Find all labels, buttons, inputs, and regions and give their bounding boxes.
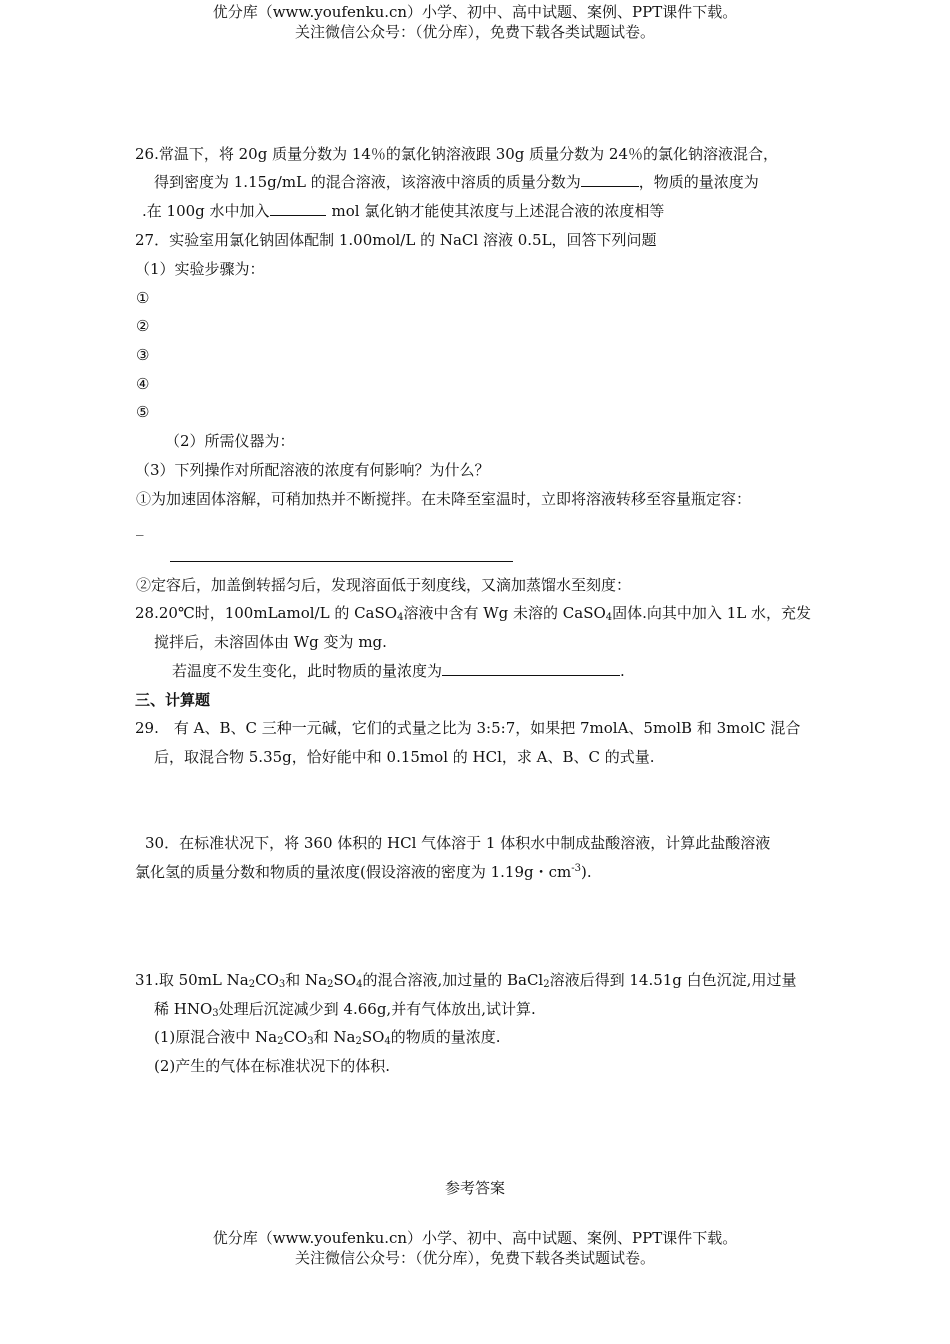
q30-line2-b: ). xyxy=(581,863,592,881)
q31-l1b: CO xyxy=(255,971,279,989)
q26-line3-text-b: mol 氯化钠才能使其浓度与上述混合液的浓度相等 xyxy=(331,202,665,220)
q27-operation-2: ②定容后，加盖倒转摇匀后，发现溶面低于刻度线，又滴加蒸馏水至刻度： xyxy=(136,576,632,594)
page-header-line1: 优分库（www.youfenku.cn）小学、初中、高中试题、案例、PPT课件下载。 xyxy=(212,3,738,21)
q31-s4: 4 xyxy=(356,979,363,990)
q27-step-5: ⑤ xyxy=(136,403,150,421)
q26-line2-text-b: ，物质的量浓度为 xyxy=(638,173,759,191)
q26-line3 xyxy=(142,201,664,221)
q31-l3b: CO xyxy=(283,1028,308,1046)
q27-operation-1: ①为加速固体溶解，可稍加热并不断搅拌。在未降至室温时，立即将溶液转移至容量瓶定容： xyxy=(136,490,752,508)
q28-line1 xyxy=(135,603,811,623)
q31-l3c: 和 Na xyxy=(313,1028,356,1046)
q31-s3: 2 xyxy=(327,979,334,990)
q28-line1-c: 固体.向其中加入 1L 水，充发 xyxy=(612,604,811,622)
q27-operation-1-dash: _ xyxy=(136,518,144,536)
page-header-line2: 关注微信公众号：（优分库），免费下载各类试题试卷。 xyxy=(294,23,655,41)
q31-l3e: 的物质的量浓度. xyxy=(390,1028,501,1046)
q31-l3a: (1)原混合液中 Na xyxy=(154,1028,278,1046)
q31-l1a: 31.取 50mL Na xyxy=(135,971,249,989)
q31-l1f: 溶液后得到 14.51g 白色沉淀,用过量 xyxy=(549,971,797,989)
q31-l2a: 稀 HNO xyxy=(154,1000,213,1018)
q28-line3 xyxy=(172,661,625,681)
q31-line3 xyxy=(154,1027,501,1047)
section-title-calculation: 三、计算题 xyxy=(135,691,211,709)
q30-line2 xyxy=(135,862,592,882)
q30-line2-a: 氯化氢的质量分数和物质的量浓度(假设溶液的密度为 1.19g・cm xyxy=(135,863,572,881)
q29-line1: 29. 有 A、B、C 三种一元碱，它们的式量之比为 3:5:7，如果把 7molA、5molB 和 3molC 混合 xyxy=(135,719,801,737)
q28-line2: 搅拌后，未溶固体由 Wg 变为 mg. xyxy=(154,633,387,651)
q27-instruments: （2）所需仪器为： xyxy=(165,432,295,450)
q31-line1 xyxy=(135,970,796,990)
q28-line1-b: 溶液中含有 Wg 未溶的 CaSO xyxy=(403,604,606,622)
q31-s10: 4 xyxy=(384,1036,391,1047)
q28-line3-b: . xyxy=(620,662,625,680)
q31-s1: 2 xyxy=(248,979,256,990)
q31-line4: (2)产生的气体在标准状况下的体积. xyxy=(154,1057,391,1075)
q31-l1d: SO xyxy=(333,971,357,989)
q28-line1-a: 28.20℃时，100mLamol/L 的 CaSO xyxy=(135,604,398,622)
q28-sub1: 4 xyxy=(397,612,404,623)
q26-line3-text-a: .在 100g 水中加入 xyxy=(142,202,270,220)
q30-line1: 30．在标准状况下，将 360 体积的 HCl 气体溶于 1 体积水中制成盐酸溶液，计算此盐酸溶液 xyxy=(145,834,771,852)
q31-s7: 2 xyxy=(277,1036,284,1047)
q26-blank-mass-fraction[interactable] xyxy=(581,172,639,187)
q27-line1: 27．实验室用氯化钠固体配制 1.00mol/L 的 NaCl 溶液 0.5L，回答下列问题 xyxy=(135,231,657,249)
q28-blank-concentration[interactable] xyxy=(442,661,620,676)
q26-line2-text-a: 得到密度为 1.15g/mL 的混合溶液，该溶液中溶质的质量分数为 xyxy=(154,173,581,191)
q31-l3d: SO xyxy=(361,1028,385,1046)
q31-s8: 3 xyxy=(307,1036,314,1047)
answer-key-title: 参考答案 xyxy=(444,1179,505,1197)
q26-blank-mol[interactable] xyxy=(270,201,326,216)
q31-l1c: 和 Na xyxy=(285,971,328,989)
q31-l2b: 处理后沉淀减少到 4.66g,并有气体放出,试计算. xyxy=(218,1000,536,1018)
q27-step-2: ② xyxy=(136,317,150,335)
page-footer-line1: 优分库（www.youfenku.cn）小学、初中、高中试题、案例、PPT课件下载。 xyxy=(212,1229,738,1247)
q31-s5: 2 xyxy=(543,979,550,990)
page-footer-line2: 关注微信公众号：（优分库），免费下载各类试题试卷。 xyxy=(294,1249,655,1267)
q27-effects-heading: （3）下列操作对所配溶液的浓度有何影响？为什么？ xyxy=(135,461,490,479)
q27-step-heading: （1）实验步骤为： xyxy=(135,260,265,278)
q28-line3-a: 若温度不发生变化，此时物质的量浓度为 xyxy=(172,662,443,680)
q27-step-1: ① xyxy=(136,289,150,307)
q31-l1e: 的混合溶液,加过量的 BaCl xyxy=(362,971,544,989)
q26-line1: 26.常温下，将 20g 质量分数为 14％的氯化钠溶液跟 30g 质量分数为 24％的氯化钠溶液混合， xyxy=(135,145,779,163)
q31-s6: 3 xyxy=(212,1008,219,1019)
q27-step-3: ③ xyxy=(136,346,150,364)
q28-sub2: 4 xyxy=(605,612,613,623)
q29-line2: 后，取混合物 5.35g，恰好能中和 0.15mol 的 HCl，求 A、B、C 的式量. xyxy=(154,748,655,766)
q31-line2 xyxy=(154,999,536,1019)
q31-s2: 3 xyxy=(278,979,286,990)
q27-step-4: ④ xyxy=(136,375,150,393)
q27-answer-line[interactable] xyxy=(170,561,513,562)
q31-s9: 2 xyxy=(355,1036,362,1047)
q30-sup: -3 xyxy=(571,863,581,874)
q26-line2 xyxy=(154,172,759,192)
